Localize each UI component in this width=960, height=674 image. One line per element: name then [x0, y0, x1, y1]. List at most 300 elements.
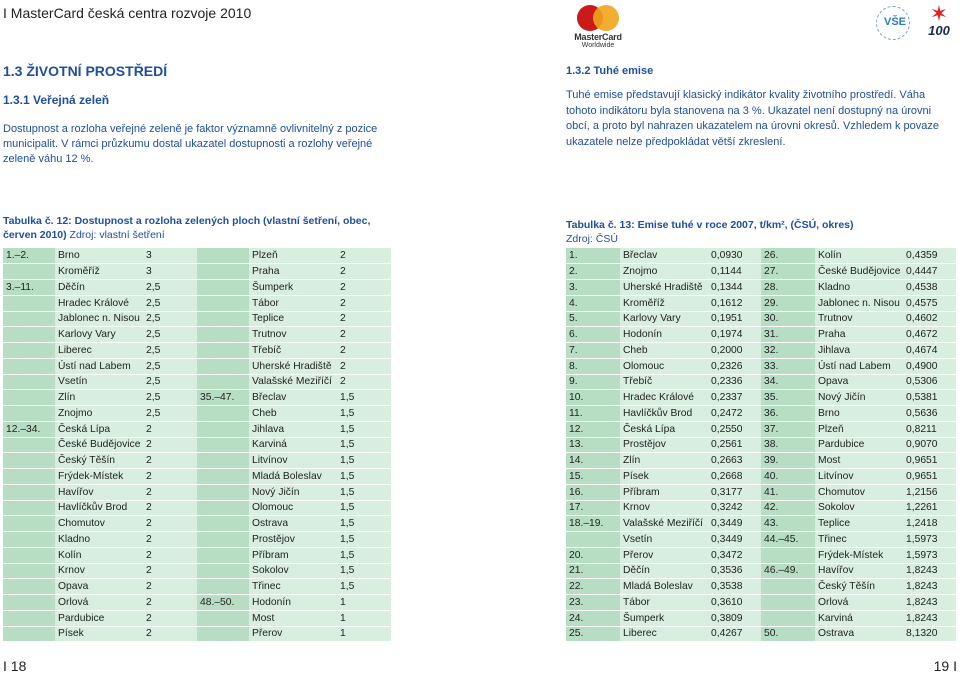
table-row [566, 469, 956, 485]
rank-cell: 48.–50. [197, 595, 249, 611]
rank-cell: 8. [566, 358, 620, 374]
value-cell: 2,5 [143, 311, 197, 327]
name-cell: Třebíč [249, 343, 337, 359]
name-cell: Most [815, 453, 903, 469]
table-row [3, 406, 391, 422]
rank-cell [3, 595, 55, 611]
table-row [566, 516, 956, 532]
rank-cell: 10. [566, 390, 620, 406]
value-cell: 2 [143, 453, 197, 469]
table-row [3, 547, 391, 563]
name-cell: Kladno [55, 532, 143, 548]
name-cell: Opava [815, 374, 903, 390]
value-cell: 0,4575 [903, 295, 956, 311]
name-cell: Břeclav [249, 390, 337, 406]
table-row [566, 264, 956, 280]
rank-cell [197, 327, 249, 343]
name-cell: Olomouc [620, 358, 708, 374]
name-cell: Kladno [815, 280, 903, 296]
value-cell: 2 [337, 280, 391, 296]
page-number-right: 19 I [933, 658, 957, 674]
name-cell: Valašské Meziříčí [620, 516, 708, 532]
name-cell: Pardubice [55, 610, 143, 626]
name-cell: Ostrava [815, 626, 903, 642]
rank-cell: 46.–49. [761, 563, 815, 579]
table-row [3, 563, 391, 579]
table-row [566, 595, 956, 611]
rank-cell [761, 579, 815, 595]
name-cell: Opava [55, 579, 143, 595]
value-cell: 1,5 [337, 500, 391, 516]
value-cell: 0,2472 [708, 406, 761, 422]
value-cell: 1,5 [337, 547, 391, 563]
name-cell: Šumperk [620, 610, 708, 626]
name-cell: Třebíč [620, 374, 708, 390]
rank-cell [3, 532, 55, 548]
name-cell: Havířov [55, 484, 143, 500]
table-row [566, 500, 956, 516]
name-cell: Česká Lípa [620, 421, 708, 437]
name-cell: Litvínov [249, 453, 337, 469]
table-row [566, 280, 956, 296]
table-row [566, 358, 956, 374]
table-row [566, 579, 956, 595]
rank-cell: 24. [566, 610, 620, 626]
name-cell: Valašské Meziříčí [249, 374, 337, 390]
name-cell: Český Těšín [815, 579, 903, 595]
name-cell: Brno [815, 406, 903, 422]
name-cell: Děčín [620, 563, 708, 579]
rank-cell [3, 311, 55, 327]
table-12-caption [3, 214, 398, 242]
emissions-paragraph: Tuhé emise představují klasický indikátor kvality životního prostředí. Váha tohoto indikátoru byla stanovena na 3 %. Ukazatel není dostupný na úrovni obcí, a proto byl nahrazen ukazatelem na úrovni okresů. Vzhledem k povaze ukazatele nelze předpokládat větší zkreslení. [566, 89, 939, 148]
name-cell: Hradec Králové [620, 390, 708, 406]
name-cell: Praha [249, 264, 337, 280]
value-cell: 0,3242 [708, 500, 761, 516]
value-cell: 2 [337, 264, 391, 280]
rank-cell [3, 469, 55, 485]
value-cell: 1,5 [337, 406, 391, 422]
table-row [3, 421, 391, 437]
rank-cell: 23. [566, 595, 620, 611]
rank-cell [3, 390, 55, 406]
name-cell: Olomouc [249, 500, 337, 516]
rank-cell [761, 547, 815, 563]
table-row [3, 311, 391, 327]
name-cell: Břeclav [620, 248, 708, 264]
rank-cell [761, 595, 815, 611]
rank-cell: 28. [761, 280, 815, 296]
value-cell: 2,5 [143, 374, 197, 390]
value-cell: 2 [337, 374, 391, 390]
rank-cell [3, 579, 55, 595]
rank-cell: 37. [761, 421, 815, 437]
value-cell: 1,8243 [903, 579, 956, 595]
rank-cell: 18.–19. [566, 516, 620, 532]
rank-cell: 43. [761, 516, 815, 532]
rank-cell [197, 484, 249, 500]
value-cell: 0,1951 [708, 311, 761, 327]
name-cell: Tábor [249, 295, 337, 311]
table-row [566, 327, 956, 343]
value-cell: 2 [143, 547, 197, 563]
value-cell: 0,4674 [903, 343, 956, 359]
name-cell: Kolín [815, 248, 903, 264]
name-cell: Karviná [815, 610, 903, 626]
rank-cell [197, 500, 249, 516]
section-title: 1.3 ŽIVOTNÍ PROSTŘEDÍ [3, 63, 168, 79]
name-cell: Písek [55, 626, 143, 642]
rank-cell [197, 469, 249, 485]
value-cell: 2 [143, 595, 197, 611]
value-cell: 0,1612 [708, 295, 761, 311]
table-row [3, 280, 391, 296]
rank-cell [197, 248, 249, 264]
name-cell: Plzeň [815, 421, 903, 437]
value-cell: 0,2550 [708, 421, 761, 437]
rank-cell [197, 358, 249, 374]
value-cell: 0,3449 [708, 516, 761, 532]
value-cell: 2 [337, 358, 391, 374]
table-row [3, 595, 391, 611]
rank-cell [197, 610, 249, 626]
value-cell: 0,2337 [708, 390, 761, 406]
rank-cell [3, 626, 55, 642]
table-row [566, 311, 956, 327]
value-cell: 0,0930 [708, 248, 761, 264]
name-cell: Kroměříž [620, 295, 708, 311]
rank-cell [197, 374, 249, 390]
name-cell: Jablonec n. Nisou [55, 311, 143, 327]
table-row [566, 563, 956, 579]
table-13-caption [566, 218, 946, 246]
table-row [566, 626, 956, 642]
name-cell: Kroměříž [55, 264, 143, 280]
value-cell: 0,8211 [903, 421, 956, 437]
rank-cell [197, 579, 249, 595]
value-cell: 2,5 [143, 327, 197, 343]
value-cell: 2,5 [143, 295, 197, 311]
value-cell: 2 [143, 626, 197, 642]
rank-cell [3, 264, 55, 280]
value-cell: 2 [337, 343, 391, 359]
rank-cell: 20. [566, 547, 620, 563]
rank-cell: 40. [761, 469, 815, 485]
mastercard-circles-icon [575, 4, 621, 30]
value-cell: 2,5 [143, 280, 197, 296]
value-cell: 2,5 [143, 390, 197, 406]
rank-cell: 12. [566, 421, 620, 437]
value-cell: 1,2418 [903, 516, 956, 532]
rank-cell: 12.–34. [3, 421, 55, 437]
value-cell: 0,4900 [903, 358, 956, 374]
rank-cell: 14. [566, 453, 620, 469]
rank-cell [3, 610, 55, 626]
value-cell: 0,1974 [708, 327, 761, 343]
name-cell: Šumperk [249, 280, 337, 296]
rank-cell [3, 500, 55, 516]
table-row [3, 374, 391, 390]
name-cell: Tábor [620, 595, 708, 611]
table-row [3, 327, 391, 343]
name-cell: Teplice [815, 516, 903, 532]
value-cell: 0,3809 [708, 610, 761, 626]
rank-cell [3, 547, 55, 563]
rank-cell [197, 280, 249, 296]
right-page [480, 0, 960, 674]
name-cell: Cheb [249, 406, 337, 422]
subsection-title-emissions: 1.3.2 Tuhé emise [566, 65, 654, 77]
value-cell: 1 [337, 610, 391, 626]
rank-cell [3, 453, 55, 469]
rank-cell [3, 374, 55, 390]
value-cell: 0,3610 [708, 595, 761, 611]
rank-cell: 39. [761, 453, 815, 469]
rank-cell: 29. [761, 295, 815, 311]
name-cell: Zlín [620, 453, 708, 469]
name-cell: Orlová [55, 595, 143, 611]
table-12-caption-source: Zdroj: vlastní šetření [66, 229, 165, 241]
rank-cell: 36. [761, 406, 815, 422]
name-cell: Hradec Králové [55, 295, 143, 311]
name-cell: Česká Lípa [55, 421, 143, 437]
value-cell: 0,3472 [708, 547, 761, 563]
value-cell: 1,5 [337, 516, 391, 532]
rank-cell [3, 484, 55, 500]
rank-cell [197, 264, 249, 280]
value-cell: 1,5 [337, 563, 391, 579]
rank-cell [197, 343, 249, 359]
rank-cell: 44.–45. [761, 532, 815, 548]
name-cell: Jihlava [249, 421, 337, 437]
value-cell: 2,5 [143, 358, 197, 374]
value-cell: 0,2336 [708, 374, 761, 390]
value-cell: 1,8243 [903, 563, 956, 579]
value-cell: 0,2561 [708, 437, 761, 453]
name-cell: Nový Jičín [249, 484, 337, 500]
name-cell: Cheb [620, 343, 708, 359]
table-row [566, 406, 956, 422]
table-row [3, 437, 391, 453]
value-cell: 0,5381 [903, 390, 956, 406]
value-cell: 0,2000 [708, 343, 761, 359]
value-cell: 1,8243 [903, 595, 956, 611]
name-cell: Ostrava [249, 516, 337, 532]
value-cell: 1,5 [337, 390, 391, 406]
rank-cell: 4. [566, 295, 620, 311]
value-cell: 0,1144 [708, 264, 761, 280]
rank-cell: 25. [566, 626, 620, 642]
green-paragraph: Dostupnost a rozloha veřejné zeleně je faktor významně ovlivnitelný z pozice municipalit. V rámci průzkumu dostal ukazatel dostupnosti a rozlohy veřejné zeleně váhu 12 %. [3, 123, 378, 165]
rank-cell: 2. [566, 264, 620, 280]
name-cell: Krnov [620, 500, 708, 516]
table-row [566, 610, 956, 626]
value-cell: 1,5 [337, 484, 391, 500]
name-cell: Pardubice [815, 437, 903, 453]
name-cell: Karlovy Vary [55, 327, 143, 343]
table-row [566, 343, 956, 359]
table-row [566, 295, 956, 311]
name-cell: Teplice [249, 311, 337, 327]
mastercard-logo [568, 4, 628, 49]
value-cell: 1,2261 [903, 500, 956, 516]
name-cell: Jihlava [815, 343, 903, 359]
name-cell: Třinec [815, 532, 903, 548]
publication-header: I MasterCard česká centra rozvoje 2010 [3, 5, 252, 21]
rank-cell: 1.–2. [3, 248, 55, 264]
rank-cell: 15. [566, 469, 620, 485]
name-cell: Uherské Hradiště [620, 280, 708, 296]
rank-cell: 17. [566, 500, 620, 516]
rank-cell: 5. [566, 311, 620, 327]
table-row [3, 264, 391, 280]
value-cell: 2 [337, 248, 391, 264]
name-cell: Liberec [620, 626, 708, 642]
rank-cell [197, 563, 249, 579]
rank-cell [566, 532, 620, 548]
value-cell: 0,5306 [903, 374, 956, 390]
rank-cell: 3. [566, 280, 620, 296]
value-cell: 1,5973 [903, 547, 956, 563]
table-13 [566, 248, 956, 642]
value-cell: 2 [143, 500, 197, 516]
value-cell: 0,3177 [708, 484, 761, 500]
rank-cell: 35.–47. [197, 390, 249, 406]
rank-cell: 38. [761, 437, 815, 453]
rank-cell [197, 516, 249, 532]
value-cell: 2 [143, 421, 197, 437]
name-cell: Sokolov [815, 500, 903, 516]
name-cell: Příbram [249, 547, 337, 563]
value-cell: 2 [337, 327, 391, 343]
table-row [566, 421, 956, 437]
table-row [3, 626, 391, 642]
rank-cell: 6. [566, 327, 620, 343]
rank-cell [3, 563, 55, 579]
value-cell: 1 [337, 626, 391, 642]
rank-cell [3, 437, 55, 453]
rank-cell: 33. [761, 358, 815, 374]
rank-cell [3, 295, 55, 311]
rank-cell [3, 358, 55, 374]
name-cell: Kolín [55, 547, 143, 563]
rank-cell: 1. [566, 248, 620, 264]
table-row [566, 248, 956, 264]
rank-cell: 27. [761, 264, 815, 280]
table-row [566, 547, 956, 563]
name-cell: Plzeň [249, 248, 337, 264]
table-row [3, 579, 391, 595]
name-cell: Frýdek-Místek [815, 547, 903, 563]
value-cell: 0,4447 [903, 264, 956, 280]
value-cell: 1,5 [337, 532, 391, 548]
value-cell: 1,5 [337, 469, 391, 485]
value-cell: 0,3538 [708, 579, 761, 595]
rank-cell: 9. [566, 374, 620, 390]
name-cell: Jablonec n. Nisou [815, 295, 903, 311]
rank-cell: 30. [761, 311, 815, 327]
rank-cell [3, 327, 55, 343]
name-cell: Havlíčkův Brod [55, 500, 143, 516]
rank-cell: 3.–11. [3, 280, 55, 296]
name-cell: Český Těšín [55, 453, 143, 469]
name-cell: Prostějov [620, 437, 708, 453]
value-cell: 0,4267 [708, 626, 761, 642]
value-cell: 0,3449 [708, 532, 761, 548]
rank-cell [197, 421, 249, 437]
table-12-caption-title: Tabulka č. 12: Dostupnost a rozloha zelených ploch (vlastní šetření, obec, červen 2010) [3, 215, 371, 241]
name-cell: Karviná [249, 437, 337, 453]
name-cell: Chomutov [815, 484, 903, 500]
logo-brand-text: MasterCard [574, 32, 622, 42]
name-cell: Hodonín [249, 595, 337, 611]
name-cell: Litvínov [815, 469, 903, 485]
value-cell: 2 [337, 311, 391, 327]
value-cell: 0,2668 [708, 469, 761, 485]
rank-cell [197, 311, 249, 327]
name-cell: Vsetín [620, 532, 708, 548]
name-cell: Znojmo [55, 406, 143, 422]
name-cell: Sokolov [249, 563, 337, 579]
rank-cell [197, 453, 249, 469]
value-cell: 0,2326 [708, 358, 761, 374]
name-cell: Zlín [55, 390, 143, 406]
name-cell: Praha [815, 327, 903, 343]
value-cell: 2 [143, 484, 197, 500]
value-cell: 8,1320 [903, 626, 956, 642]
rank-cell: 31. [761, 327, 815, 343]
value-cell: 1,5 [337, 579, 391, 595]
table-row [566, 390, 956, 406]
table-row [3, 469, 391, 485]
rank-cell: 16. [566, 484, 620, 500]
table-row [3, 343, 391, 359]
rank-cell: 13. [566, 437, 620, 453]
table-row [566, 437, 956, 453]
value-cell: 2 [337, 295, 391, 311]
value-cell: 2,5 [143, 406, 197, 422]
value-cell: 0,9651 [903, 469, 956, 485]
name-cell: České Budějovice [55, 437, 143, 453]
table-row [3, 532, 391, 548]
value-cell: 1,5973 [903, 532, 956, 548]
rank-cell [197, 295, 249, 311]
name-cell: Ústí nad Labem [55, 358, 143, 374]
value-cell: 2 [143, 579, 197, 595]
rank-cell: 11. [566, 406, 620, 422]
rank-cell [197, 437, 249, 453]
table-row [3, 484, 391, 500]
logo-sub-text: Worldwide [581, 42, 615, 49]
name-cell: Přerov [249, 626, 337, 642]
name-cell: Přerov [620, 547, 708, 563]
vse-badge-icon: VŠE [876, 6, 910, 40]
rank-cell [197, 532, 249, 548]
value-cell: 0,4538 [903, 280, 956, 296]
name-cell: Vsetín [55, 374, 143, 390]
value-cell: 0,4602 [903, 311, 956, 327]
name-cell: Děčín [55, 280, 143, 296]
rank-cell: 50. [761, 626, 815, 642]
rank-cell [3, 516, 55, 532]
name-cell: Nový Jičín [815, 390, 903, 406]
value-cell: 0,4672 [903, 327, 956, 343]
rank-cell [197, 547, 249, 563]
name-cell: Trutnov [815, 311, 903, 327]
rank-cell: 21. [566, 563, 620, 579]
rank-cell [761, 610, 815, 626]
rank-cell: 22. [566, 579, 620, 595]
